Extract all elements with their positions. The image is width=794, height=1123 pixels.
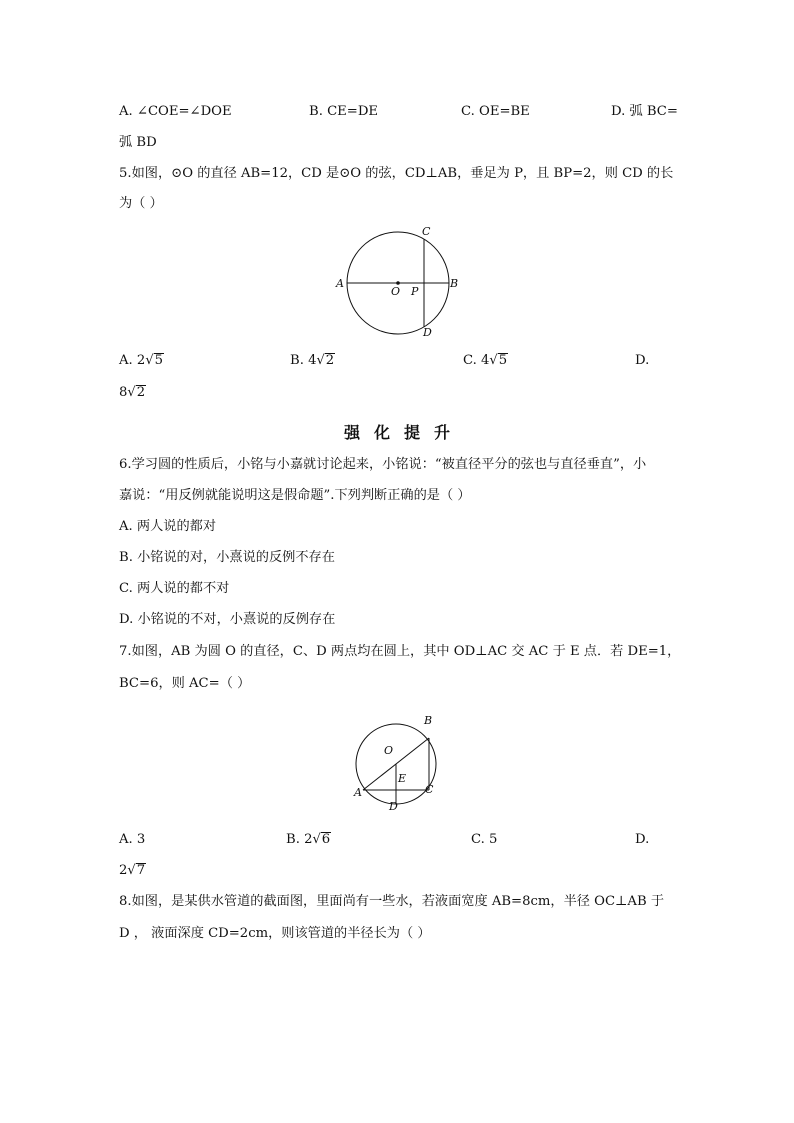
- q5-label-p: P: [411, 285, 419, 298]
- q7-option-d: 2√7: [119, 863, 146, 878]
- q7-stem-line1: 7.如图，AB 为圆 O 的直径，C、D 两点均在圆上，其中 OD⊥AC 交 AC 于 E 点．若 DE=1，: [119, 644, 681, 659]
- q5-option-d: 8√2: [119, 385, 146, 400]
- q7-option-b: B. 2√6: [286, 832, 331, 847]
- q7-label-a: A: [354, 786, 362, 799]
- q7-label-e: E: [398, 772, 407, 785]
- q7-label-o: O: [384, 744, 394, 757]
- q7-option-c: C. 5: [471, 832, 498, 847]
- q8-stem-line2: D ， 液面深度 CD=2cm，则该管道的半径长为（ ）: [119, 926, 431, 941]
- q7-option-d-label: D.: [635, 832, 650, 847]
- q5-option-d-radicand: 2: [136, 385, 146, 400]
- q5-stem-line2: 为（ ）: [119, 196, 163, 211]
- q6-option-a: A. 两人说的都对: [119, 519, 217, 534]
- q5-option-b-radicand: 2: [325, 353, 335, 368]
- q7-option-a: A. 3: [119, 832, 146, 847]
- q6-option-c: C. 两人说的都不对: [119, 581, 230, 596]
- q6-option-d: D. 小铭说的不对，小熹说的反例存在: [119, 612, 336, 627]
- q7-label-d: D: [389, 800, 398, 813]
- q4-option-d-continued: 弧 BD: [119, 135, 157, 150]
- q4-option-c: C. OE=BE: [461, 104, 530, 119]
- q7-label-b: B: [424, 714, 433, 727]
- q5-option-b: B. 4√2: [290, 353, 335, 368]
- q5-option-d-label: D.: [635, 353, 650, 368]
- q8-stem-line1: 8.如图，是某供水管道的截面图，里面尚有一些水，若液面宽度 AB=8cm，半径 OC⊥AB 于: [119, 894, 665, 909]
- q5-stem-line1: 5.如图，⊙O 的直径 AB=12，CD 是⊙O 的弦，CD⊥AB，垂足为 P，且 BP=2，则 CD 的长: [119, 166, 674, 181]
- q5-label-d: D: [423, 326, 432, 339]
- section-title: 强化提升: [343, 423, 464, 442]
- q6-stem-line2: 嘉说：“用反例就能说明这是假命题”.下列判断正确的是（ ）: [119, 488, 471, 503]
- q7-label-c: C: [425, 783, 434, 796]
- q6-option-b: B. 小铭说的对，小熹说的反例不存在: [119, 550, 335, 565]
- q4-option-d: D. 弧 BC=: [611, 104, 678, 119]
- q5-label-b: B: [450, 277, 459, 290]
- q7-stem-line2: BC=6，则 AC=（ ）: [119, 676, 251, 691]
- q7-option-b-radicand: 6: [321, 832, 331, 847]
- q4-option-b: B. CE=DE: [309, 104, 379, 119]
- q5-option-a: A. 2√5: [119, 353, 163, 368]
- q5-option-c-radicand: 5: [498, 353, 508, 368]
- q6-stem-line1: 6.学习圆的性质后，小铭与小嘉就讨论起来，小铭说：“被直径平分的弦也与直径垂直”，小: [119, 457, 647, 472]
- q7-figure: [346, 710, 446, 816]
- q5-label-o: O: [391, 285, 401, 298]
- q5-option-a-radicand: 5: [154, 353, 163, 368]
- q4-option-a: A. ∠COE=∠DOE: [119, 104, 232, 119]
- q5-option-c: C. 4√5: [463, 353, 508, 368]
- q5-label-c: C: [422, 225, 431, 238]
- q7-option-d-radicand: 7: [136, 863, 146, 878]
- q5-label-a: A: [336, 277, 344, 290]
- q5-figure: [330, 224, 470, 342]
